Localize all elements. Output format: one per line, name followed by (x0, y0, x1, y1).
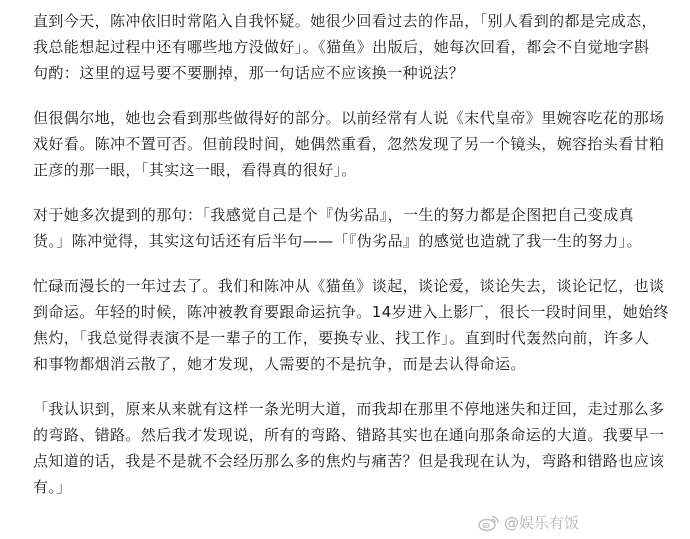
watermark (478, 512, 579, 533)
paragraph-line: 和事物都烟消云散了，她才发现，人需要的不是抗争，而是去认得命运。 (33, 355, 526, 373)
paragraph-line: 我总能想起过程中还有哪些地方没做好」。《猫鱼》出版后，她每次回看，都会不自觉地字斟 (33, 38, 650, 56)
paragraph-line: 戏好看。陈冲不置可否。但前段时间，她偶然重看，忽然发现了另一个镜头，婉容抬头看甘粕 (33, 135, 665, 153)
paragraph-1 (33, 8, 663, 86)
article-body (33, 8, 669, 519)
watermark-text: @娱乐有饭 (504, 514, 580, 532)
paragraph-line: 对于她多次提到的那句：「我感觉自己是个『伪劣品』，一生的努力都是企图把自己变成真 (33, 206, 635, 224)
paragraph-line: 忙碌而漫长的一年过去了。我们和陈冲从《猫鱼》谈起，谈论爱，谈论失去，谈论记忆，也谈 (33, 277, 665, 295)
paragraph-line: 「我认识到，原来从来就有这样一条光明大道，而我却在那里不停地迷失和迂回，走过那么多 (33, 400, 665, 418)
paragraph-2 (33, 105, 663, 183)
paragraph-3 (33, 202, 663, 254)
paragraph-line: 点知道的话，我是不是就不会经历那么多的焦灼与痛苦？但是我现在认为，弯路和错路也应该 (33, 452, 665, 470)
paragraph-5 (33, 396, 663, 500)
paragraph-line: 到命运。年轻的时候，陈冲被教育要跟命运抗争。14岁进入上影厂，很长一段时间里，她始终 (33, 303, 669, 321)
paragraph-line: 焦灼，「我总觉得表演不是一辈子的工作，要换专业、找工作」。直到时代轰然向前，许多人 (33, 329, 650, 347)
weibo-logo-icon (478, 514, 500, 532)
paragraph-line: 货。」陈冲觉得，其实这句话还有后半句——「『伪劣品』的感觉也造就了我一生的努力」。 (33, 232, 642, 250)
paragraph-line: 直到今天，陈冲依旧时常陷入自我怀疑。她很少回看过去的作品，「别人看到的都是完成态， (33, 12, 657, 30)
paragraph-4 (33, 273, 669, 377)
paragraph-line: 的弯路、错路。然后我才发现说，所有的弯路、错路其实也在通向那条命运的大道。我要早一 (33, 426, 665, 444)
paragraph-line: 正彦的那一眼，「其实这一眼，看得真的很好」。 (33, 161, 357, 179)
paragraph-line: 但很偶尔地，她也会看到那些做得好的部分。以前经常有人说《末代皇帝》里婉容吃花的那场 (33, 109, 665, 127)
paragraph-line: 句酌：这里的逗号要不要删掉，那一句话应不应该换一种说法？ (33, 64, 465, 82)
paragraph-line: 有。」 (33, 478, 72, 496)
